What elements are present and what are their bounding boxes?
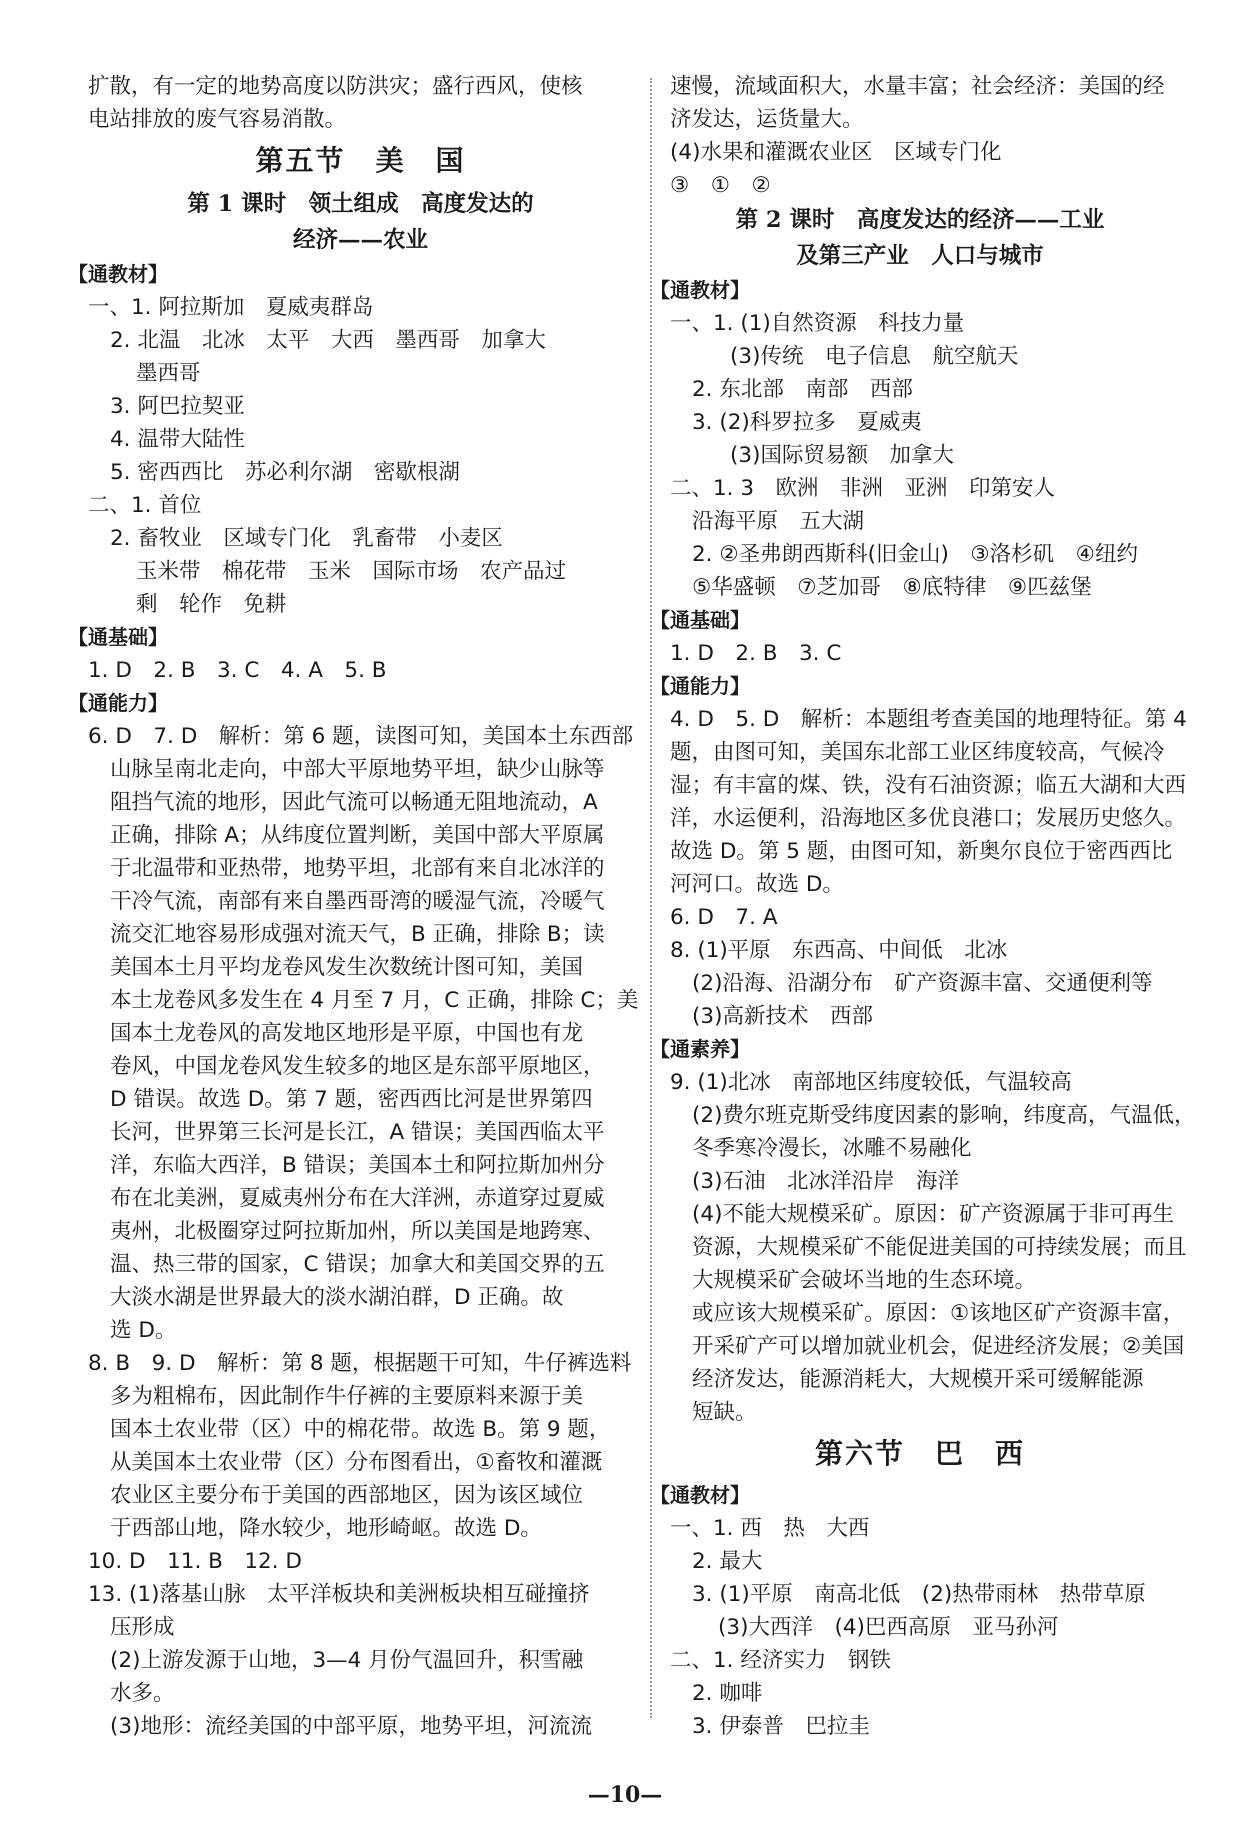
section-label: 【通教材】	[650, 278, 750, 302]
answer-line: 国本土农业带（区）中的棉花带。故选 B。第 9 题，	[110, 1417, 611, 1442]
answer-line: 于西部山地，降水较少，地形崎岖。故选 D。	[110, 1516, 542, 1541]
answer-line: 故选 D。第 5 题，由图可知，新奥尔良位于密西西比	[670, 839, 1173, 864]
answer-line: (2)沿海、沿湖分布 矿产资源丰富、交通便利等	[692, 971, 1153, 996]
answer-line: (3)石油 北冰洋沿岸 海洋	[692, 1169, 959, 1194]
answer-line: (3)大西洋 (4)巴西高原 亚马孙河	[718, 1615, 1059, 1640]
answer-line: (2)上游发源于山地，3—4 月份气温回升，积雪融	[110, 1648, 584, 1673]
answer-line: 于北温带和亚热带，地势平坦，北部有来自北冰洋的	[110, 856, 605, 881]
answer-line: 水多。	[110, 1681, 175, 1706]
section-title: 第五节 美 国	[255, 144, 466, 177]
answer-line: 3. 阿巴拉契亚	[110, 394, 245, 419]
lesson-title: 经济——农业	[292, 227, 428, 253]
answer-line: ⑤华盛顿 ⑦芝加哥 ⑧底特律 ⑨匹兹堡	[692, 575, 1092, 600]
intro-line: (4)水果和灌溉农业区 区域专门化	[670, 140, 1002, 165]
answer-line: D 错误。故选 D。第 7 题，密西西比河是世界第四	[110, 1087, 593, 1112]
answer-line: 长河，世界第三长河是长江，A 错误；美国西临太平	[110, 1120, 605, 1145]
section-label: 【通教材】	[68, 262, 168, 286]
answer-line: 沿海平原 五大湖	[692, 509, 865, 534]
section-label: 【通能力】	[650, 674, 750, 698]
answer-line: 干冷气流，南部有来自墨西哥湾的暖湿气流，冷暖气	[110, 889, 605, 914]
answer-line: 2. 东北部 南部 西部	[692, 377, 913, 402]
answer-line: (2)费尔班克斯受纬度因素的影响，纬度高，气温低，	[692, 1103, 1196, 1128]
answer-line: 或应该大规模采矿。原因：①该地区矿产资源丰富，	[692, 1301, 1185, 1326]
intro-line: 速慢，流域面积大，水量丰富；社会经济：美国的经	[670, 74, 1165, 99]
answer-line: 一、1. 西 热 大西	[670, 1516, 870, 1541]
answer-line: 8. (1)平原 东西高、中间低 北冰	[670, 938, 1008, 963]
answer-line: 墨西哥	[136, 361, 201, 386]
answer-line: 多为粗棉布，因此制作牛仔裤的主要原料来源于美	[110, 1384, 584, 1409]
answer-line: 2. 最大	[692, 1549, 763, 1574]
answer-line: 湿；有丰富的煤、铁，没有石油资源；临五大湖和大西	[670, 773, 1187, 798]
answer-line: 3. (1)平原 南高北低 (2)热带雨林 热带草原	[692, 1582, 1146, 1607]
answer-line: 洋，东临大西洋，B 错误；美国本土和阿拉斯加州分	[110, 1153, 605, 1178]
intro-line: 济发达，运货量大。	[670, 107, 864, 132]
answer-line: 10. D 11. B 12. D	[88, 1549, 302, 1574]
answer-line: 资源，大规模采矿不能促进美国的可持续发展；而且	[692, 1235, 1187, 1260]
answer-line: 短缺。	[692, 1400, 757, 1425]
answer-line: 1. D 2. B 3. C 4. A 5. B	[88, 658, 387, 683]
answer-line: 本土龙卷风多发生在 4 月至 7 月，C 正确，排除 C；美	[110, 988, 639, 1013]
answer-line: (3)传统 电子信息 航空航天	[730, 344, 1019, 369]
right-column	[650, 70, 1196, 1743]
lesson-title: 及第三产业 人口与城市	[796, 243, 1044, 269]
answer-line: (3)地形：流经美国的中部平原，地势平坦，河流流	[110, 1714, 592, 1739]
answer-line: 二、1. 首位	[88, 493, 202, 518]
section-label: 【通能力】	[68, 691, 168, 715]
page-number: —10—	[587, 1782, 663, 1808]
answer-line: 题，由图可知，美国东北部工业区纬度较高，气候冷	[670, 740, 1165, 765]
answer-line: 2. 北温 北冰 太平 大西 墨西哥 加拿大	[110, 328, 546, 353]
section-label: 【通基础】	[650, 608, 750, 632]
answer-line: 大规模采矿会破坏当地的生态环境。	[692, 1268, 1037, 1293]
answer-line: 选 D。	[110, 1318, 177, 1343]
answer-line: 布在北美洲，夏威夷州分布在大洋洲，赤道穿过夏威	[110, 1186, 605, 1211]
section-title: 第六节 巴 西	[814, 1437, 1025, 1470]
answer-line: 5. 密西西比 苏必利尔湖 密歇根湖	[110, 460, 460, 485]
answer-line: 冬季寒冷漫长，冰雕不易融化	[692, 1136, 972, 1161]
answer-line: 河河口。故选 D。	[670, 872, 844, 897]
answer-line: 大淡水湖是世界最大的淡水湖泊群，D 正确。故	[110, 1285, 564, 1310]
answer-line: 经济发达，能源消耗大，大规模开采可缓解能源	[692, 1367, 1144, 1392]
answer-line: 8. B 9. D 解析：第 8 题，根据题干可知，牛仔裤选料	[88, 1351, 632, 1376]
answer-line: 2. 畜牧业 区域专门化 乳畜带 小麦区	[110, 526, 503, 551]
answer-line: 3. (2)科罗拉多 夏威夷	[692, 410, 922, 435]
answer-line: 国本土龙卷风的高发地区地形是平原，中国也有龙	[110, 1021, 584, 1046]
answer-line: 剩 轮作 免耕	[136, 592, 287, 617]
section-label: 【通基础】	[68, 625, 168, 649]
answer-line: 洋，水运便利，沿海地区多优良港口；发展历史悠久。	[670, 806, 1187, 831]
intro-line: 扩散，有一定的地势高度以防洪灾；盛行西风，使核	[88, 74, 583, 99]
answer-line: 13. (1)落基山脉 太平洋板块和美洲板块相互碰撞挤	[88, 1582, 590, 1607]
answer-line: 玉米带 棉花带 玉米 国际市场 农产品过	[136, 559, 567, 584]
answer-line: (4)不能大规模采矿。原因：矿产资源属于非可再生	[692, 1202, 1174, 1227]
answer-line: 开采矿产可以增加就业机会，促进经济发展；②美国	[692, 1334, 1185, 1359]
answer-line: 3. 伊泰普 巴拉圭	[692, 1714, 870, 1739]
column-divider	[650, 78, 652, 1718]
answer-line: 流交汇地容易形成强对流天气，B 正确，排除 B；读	[110, 922, 605, 947]
left-column	[68, 70, 639, 1743]
answer-line: 6. D 7. A	[670, 905, 778, 930]
answer-line: 一、1. 阿拉斯加 夏威夷群岛	[88, 295, 374, 320]
answer-line: 一、1. (1)自然资源 科技力量	[670, 311, 965, 336]
answer-line: 压形成	[110, 1615, 175, 1640]
lesson-title: 第 2 课时 高度发达的经济——工业	[735, 207, 1105, 233]
answer-line: 阻挡气流的地形，因此气流可以畅通无阻地流动，A	[110, 790, 598, 815]
section-label: 【通教材】	[650, 1483, 750, 1507]
answer-line: 山脉呈南北走向，中部大平原地势平坦，缺少山脉等	[110, 757, 605, 782]
answer-line: 卷风，中国龙卷风发生较多的地区是东部平原地区，	[110, 1054, 605, 1079]
lesson-title: 第 1 课时 领土组成 高度发达的	[187, 191, 534, 217]
answer-line: 二、1. 经济实力 钢铁	[670, 1648, 891, 1673]
answer-line: 从美国本土农业带（区）分布图看出，①畜牧和灌溉	[110, 1450, 603, 1475]
answer-line: 夷州，北极圈穿过阿拉斯加州，所以美国是地跨寒、	[110, 1219, 605, 1244]
answer-line: 9. (1)北冰 南部地区纬度较低，气温较高	[670, 1070, 1072, 1095]
section-label: 【通素养】	[650, 1037, 750, 1061]
answer-line: 2. ②圣弗朗西斯科(旧金山) ③洛杉矶 ④纽约	[692, 542, 1138, 567]
answer-line: 二、1. 3 欧洲 非洲 亚洲 印第安人	[670, 476, 1056, 501]
intro-line: ③ ① ②	[670, 173, 771, 198]
answer-line: 美国本土月平均龙卷风发生次数统计图可知，美国	[110, 955, 584, 980]
answer-line: 4. D 5. D 解析：本题组考查美国的地理特征。第 4	[670, 707, 1187, 732]
intro-line: 电站排放的废气容易消散。	[88, 107, 347, 132]
answer-line: 正确，排除 A；从纬度位置判断，美国中部大平原属	[110, 823, 605, 848]
answer-line: 1. D 2. B 3. C	[670, 641, 842, 666]
answer-line: 6. D 7. D 解析：第 6 题，读图可知，美国本土东西部	[88, 724, 634, 749]
answer-line: 2. 咖啡	[692, 1681, 763, 1706]
answer-line: (3)高新技术 西部	[692, 1004, 873, 1029]
answer-line: (3)国际贸易额 加拿大	[730, 443, 954, 468]
answer-line: 温、热三带的国家，C 错误；加拿大和美国交界的五	[110, 1252, 605, 1277]
answer-line: 农业区主要分布于美国的西部地区，因为该区域位	[110, 1483, 584, 1508]
answer-line: 4. 温带大陆性	[110, 427, 245, 452]
